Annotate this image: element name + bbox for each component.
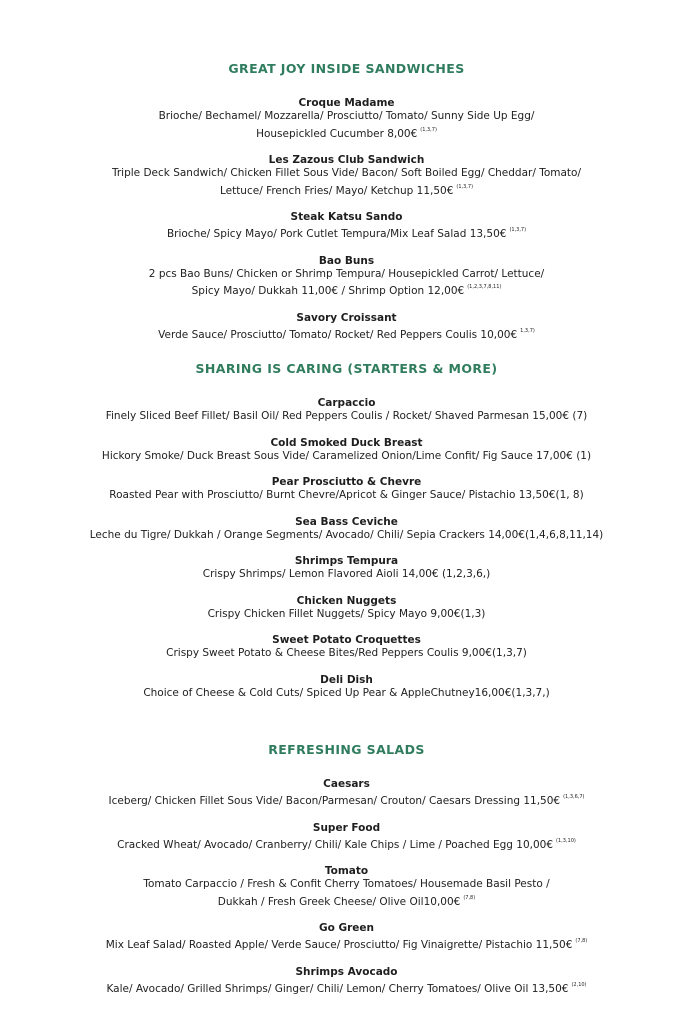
description-text: Brioche/ Bechamel/ Mozzarella/ Prosciutto/ Tomato/ Sunny Side Up Egg/ [158,110,535,122]
description-line [0,935,693,953]
item-description [0,935,693,953]
description-text: Kale/ Avocado/ Grilled Shrimps/ Ginger/ Chili/ Lemon/ Cherry Tomatoes/ Olive Oil 13,50€ [106,982,569,995]
description-text: Spicy Mayo/ Dukkah 11,00€ / Shrimp Option 12,00€ [191,285,465,297]
item-description [0,568,693,582]
item-name: Savory Croissant [296,311,397,324]
item-description [0,224,693,242]
item-description [0,687,693,701]
item-name: Tomato [324,865,369,877]
item-description [0,647,693,661]
menu-item [0,211,693,242]
description-text: Choice of Cheese & Cold Cuts/ Spiced Up Pear & AppleChutney16,00€(1,3,7,) [143,686,550,699]
allergen-codes: (7,8) [575,938,588,944]
description-line [0,450,693,464]
item-name: Steak Katsu Sando [290,211,403,223]
allergen-codes: (1,3,7) [509,227,527,233]
item-name: Les Zazous Club Sandwich [268,154,425,166]
description-line [0,489,693,503]
description-line [0,167,693,181]
item-description [0,529,693,543]
item-name: Cold Smoked Duck Breast [270,436,423,449]
item-description [0,878,693,909]
description-text: Mix Leaf Salad/ Roasted Apple/ Verde Sauce/ Prosciutto/ Fig Vinaigrette/ Pistachio 11,50€ [105,939,573,951]
item-name: Sweet Potato Croquettes [272,634,421,646]
item-name: Carpaccio [317,397,376,409]
description-text: Tomato Carpaccio / Fresh & Confit Cherry Tomatoes/ Housemade Basil Pesto / [143,878,550,890]
menu-item [0,476,693,503]
description-line [0,979,693,997]
section-salads [0,742,693,1009]
description-text: 2 pcs Bao Buns/ Chicken or Shrimp Tempura/ Housepickled Carrot/ Lettuce/ [148,267,545,280]
item-name: Shrimps Avocado [295,965,398,978]
description-line [0,608,693,622]
item-name: Sea Bass Ceviche [295,515,398,528]
description-line [0,878,693,892]
menu-item [0,397,693,424]
section-starters [0,361,693,713]
item-name: Go Green [318,922,374,934]
menu-item [0,778,693,809]
description-text: Finely Sliced Beef Fillet/ Basil Oil/ Red Peppers Coulis / Rocket/ Shaved Parmesan 15,00€ (7) [105,410,588,422]
section-sandwiches [0,61,693,355]
menu-item [0,97,693,141]
item-name: Croque Madame [298,97,395,109]
description-line [0,181,693,199]
menu-item [0,595,693,622]
description-text: Iceberg/ Chicken Fillet Sous Vide/ Bacon/Parmesan/ Crouton/ Caesars Dressing 11,50€ [108,795,561,807]
description-line [0,835,693,853]
menu-item [0,822,693,853]
item-name: Super Food [312,821,381,834]
description-line [0,687,693,701]
description-text: Housepickled Cucumber 8,00€ [256,127,418,140]
section-title: REFRESHING SALADS [268,742,425,757]
section-title: SHARING IS CARING (STARTERS & MORE) [195,361,498,376]
description-text: Dukkah / Fresh Greek Cheese/ Olive Oil10,00€ [217,895,461,908]
item-list [0,397,693,700]
item-description [0,835,693,853]
item-description [0,410,693,424]
description-line [0,568,693,582]
menu-item [0,922,693,953]
item-description [0,608,693,622]
allergen-codes: (7,8) [463,894,476,901]
menu-item [0,154,693,198]
description-line [0,325,693,343]
description-text: Crispy Chicken Fillet Nuggets/ Spicy Mayo 9,00€(1,3) [207,607,486,620]
item-description [0,167,693,198]
item-description [0,979,693,997]
allergen-codes: (1,3,6,7) [563,794,585,800]
description-text: Hickory Smoke/ Duck Breast Sous Vide/ Caramelized Onion/Lime Confit/ Fig Sauce 17,00€ (1) [101,449,592,462]
item-name: Deli Dish [320,673,373,686]
description-text: Cracked Wheat/ Avocado/ Cranberry/ Chili/ Kale Chips / Lime / Poached Egg 10,00€ [117,838,554,851]
menu-item [0,865,693,909]
description-line [0,268,693,282]
item-name: Bao Buns [318,254,375,267]
section-title: GREAT JOY INSIDE SANDWICHES [228,61,465,76]
menu-item [0,555,693,582]
description-text: Roasted Pear with Prosciutto/ Burnt Chevre/Apricot & Ginger Sauce/ Pistachio 13,50€(1, 8) [109,489,584,501]
item-description [0,450,693,464]
item-list [0,97,693,342]
description-line [0,110,693,124]
description-text: Lettuce/ French Fries/ Mayo/ Ketchup 11,50€ [219,184,454,197]
item-list [0,778,693,996]
description-text: Verde Sauce/ Prosciutto/ Tomato/ Rocket/ Red Peppers Coulis 10,00€ [158,328,518,341]
description-line [0,529,693,543]
allergen-codes: 1,3,7) [520,327,535,334]
menu-item [0,634,693,661]
menu-item [0,255,693,299]
description-line [0,410,693,424]
description-line [0,892,693,910]
item-description [0,325,693,343]
description-text: Leche du Tigre/ Dukkah / Orange Segments/ Avocado/ Chili/ Sepia Crackers 14,00€(1,4,6,8,11,14) [89,528,604,541]
description-line [0,124,693,142]
allergen-codes: (1,3,7) [420,126,437,133]
allergen-codes: (1,3,7) [456,183,474,190]
menu-item [0,312,693,343]
description-text: Brioche/ Spicy Mayo/ Pork Cutlet Tempura/Mix Leaf Salad 13,50€ [166,228,507,240]
description-text: Crispy Shrimps/ Lemon Flavored Aioli 14,00€ (1,2,3,6,) [202,568,491,580]
item-description [0,268,693,299]
menu-item [0,516,693,543]
item-description [0,489,693,503]
description-text: Crispy Sweet Potato & Cheese Bites/Red Peppers Coulis 9,00€(1,3,7) [166,647,527,659]
description-line [0,224,693,242]
menu-item [0,966,693,997]
allergen-codes: (2,10) [571,981,587,988]
item-name: Shrimps Tempura [294,555,399,567]
allergen-codes: (1,2,3,7,8,11) [467,284,502,290]
menu-item [0,437,693,464]
item-name: Caesars [323,778,370,790]
item-description [0,791,693,809]
description-line [0,281,693,299]
description-line [0,647,693,661]
allergen-codes: (1,3,10) [556,837,576,844]
item-name: Chicken Nuggets [296,594,397,607]
description-text: Triple Deck Sandwich/ Chicken Fillet Sous Vide/ Bacon/ Soft Boiled Egg/ Cheddar/ Tomato/ [111,167,582,179]
description-line [0,791,693,809]
item-name: Pear Prosciutto & Chevre [271,476,422,488]
item-description [0,110,693,141]
menu-item [0,674,693,701]
